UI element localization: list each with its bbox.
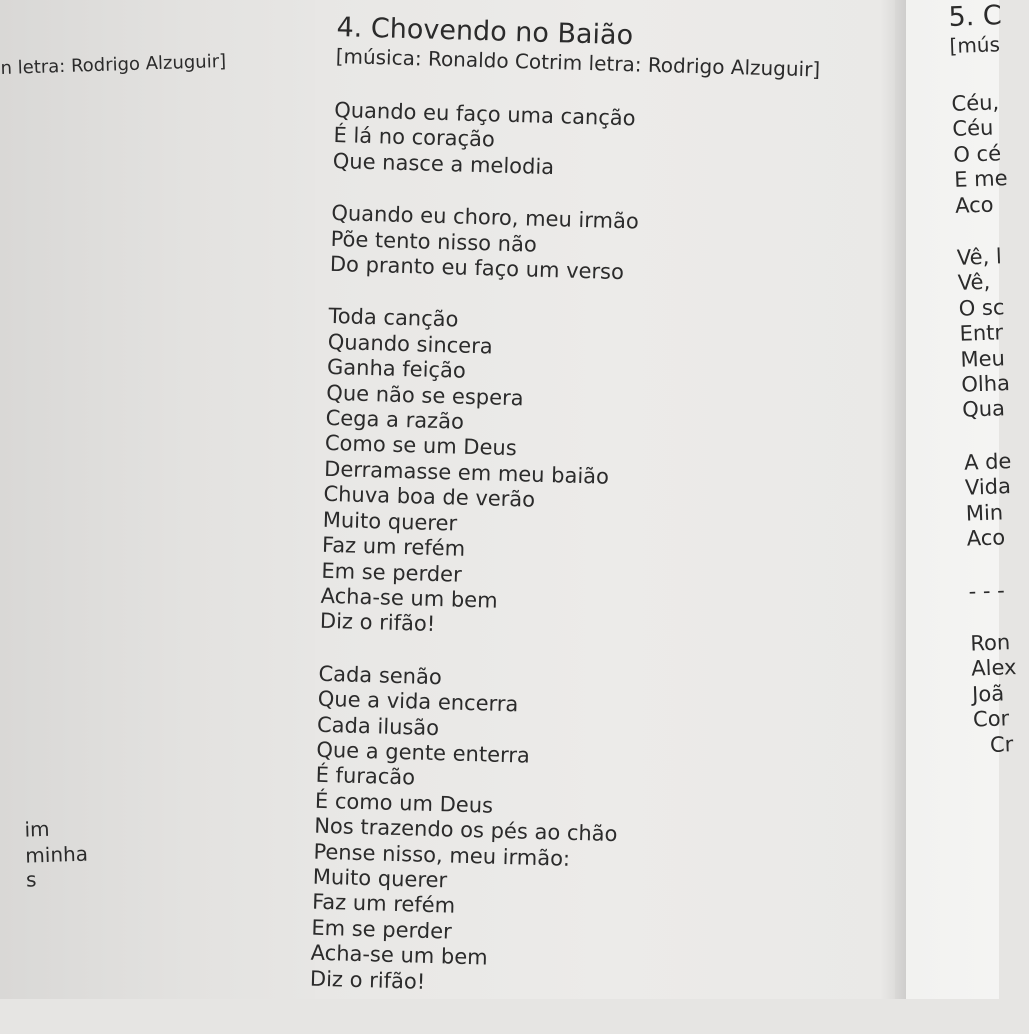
lyric-line: O sc	[958, 295, 1005, 321]
lyric-line: Acha-se um bem	[320, 583, 498, 613]
lyric-line: Muito querer	[312, 864, 448, 893]
lyric-line: Acha-se um bem	[310, 940, 488, 970]
lyric-line: Chuva boa de verão	[323, 482, 536, 512]
lyric-line: Em se perder	[311, 915, 453, 944]
lyric-line: Diz o rifão!	[309, 966, 426, 994]
lyric-line: Quando eu faço uma canção	[333, 97, 636, 131]
lyric-line: Cor	[972, 706, 1010, 732]
lyric-line: - - -	[968, 577, 1006, 604]
lyric-line: Que a vida encerra	[317, 686, 519, 717]
paper-fold-shadow	[880, 0, 906, 999]
lyric-line: É como um Deus	[314, 788, 494, 818]
stanza	[310, 661, 859, 1006]
lyric-line: Cada ilusão	[316, 712, 440, 740]
stanza	[332, 98, 874, 189]
lyric-line: Diz o rifão!	[319, 609, 436, 637]
lyric-line: Quando eu choro, meu irmão	[331, 201, 640, 234]
lyric-line: Vida	[964, 474, 1012, 500]
lyric-line: A de	[963, 448, 1012, 475]
right-song-credit: [mús	[949, 32, 1001, 58]
lyric-line: Como se um Deus	[324, 431, 518, 461]
lyric-line: É furacão	[315, 763, 416, 790]
song-chovendo-no-baiao	[309, 12, 877, 1034]
lyric-line: Aco	[966, 525, 1006, 551]
left-fragment-line: minha	[24, 841, 89, 868]
stanza	[951, 90, 1006, 219]
lyric-line: Vê,	[957, 270, 991, 296]
lyric-line: Que nasce a melodia	[332, 148, 555, 179]
lyric-line: Pense nisso, meu irmão:	[313, 839, 571, 871]
lyric-line: E me	[953, 166, 1008, 193]
lyric-line: O cé	[952, 141, 1002, 167]
lyric-line: Joã	[971, 681, 1005, 707]
lyric-line: Ganha feição	[326, 355, 467, 383]
left-song-credit: n letra: Rodrigo Alzuguir]	[0, 50, 227, 79]
song-credit: [música: Ronaldo Cotrim letra: Rodrigo Alzuguir]	[335, 43, 821, 82]
lyric-line: Derramasse em meu baião	[323, 456, 610, 489]
lyric-line: Põe tento nisso não	[330, 226, 538, 257]
lyric-line: Céu,	[951, 90, 1000, 116]
left-fragment-line: s	[25, 867, 37, 892]
right-song-title: 5. C	[948, 0, 1003, 33]
stanza	[320, 304, 869, 649]
lyric-line: Em se perder	[321, 558, 463, 587]
lyric-line: Ron	[969, 630, 1011, 656]
stanza	[964, 449, 1019, 552]
song-lyrics	[310, 98, 875, 1007]
stanza	[968, 577, 1020, 604]
lyric-line: Cada senão	[318, 661, 443, 689]
lyric-line: Que não se espera	[326, 380, 524, 411]
stanza	[970, 630, 1025, 759]
lyric-line: Faz um refém	[321, 532, 466, 561]
lyric-line: Vê, l	[956, 244, 1003, 270]
song-title: 4. Chovendo no Baião	[336, 12, 634, 52]
lyric-line: Aco	[954, 192, 994, 218]
stanza	[330, 201, 872, 292]
lyric-line: Cega a razão	[325, 405, 465, 434]
lyric-line: É lá no coração	[333, 123, 496, 152]
lyric-line: Qua	[961, 396, 1006, 423]
stanza	[957, 244, 1014, 424]
lyric-line: Cr	[989, 731, 1014, 757]
lyric-line: Céu	[952, 115, 994, 142]
lyric-line: Que a gente enterra	[316, 737, 531, 768]
lyric-line: Min	[965, 500, 1004, 526]
lyric-line: Muito querer	[322, 507, 458, 536]
lyric-line: Nos trazendo os pés ao chão	[313, 813, 618, 847]
lyric-line: Do pranto eu faço um verso	[329, 251, 625, 285]
lyric-line: Faz um refém	[311, 890, 456, 919]
lyric-line: Toda canção	[328, 304, 459, 332]
lyric-line: Quando sincera	[327, 329, 493, 359]
lyric-line: Entr	[959, 320, 1004, 347]
left-fragment-line: im	[24, 816, 50, 842]
lyric-line: Alex	[970, 655, 1017, 681]
lyric-line: Meu	[960, 345, 1006, 372]
lyric-line: Olha	[960, 371, 1011, 397]
